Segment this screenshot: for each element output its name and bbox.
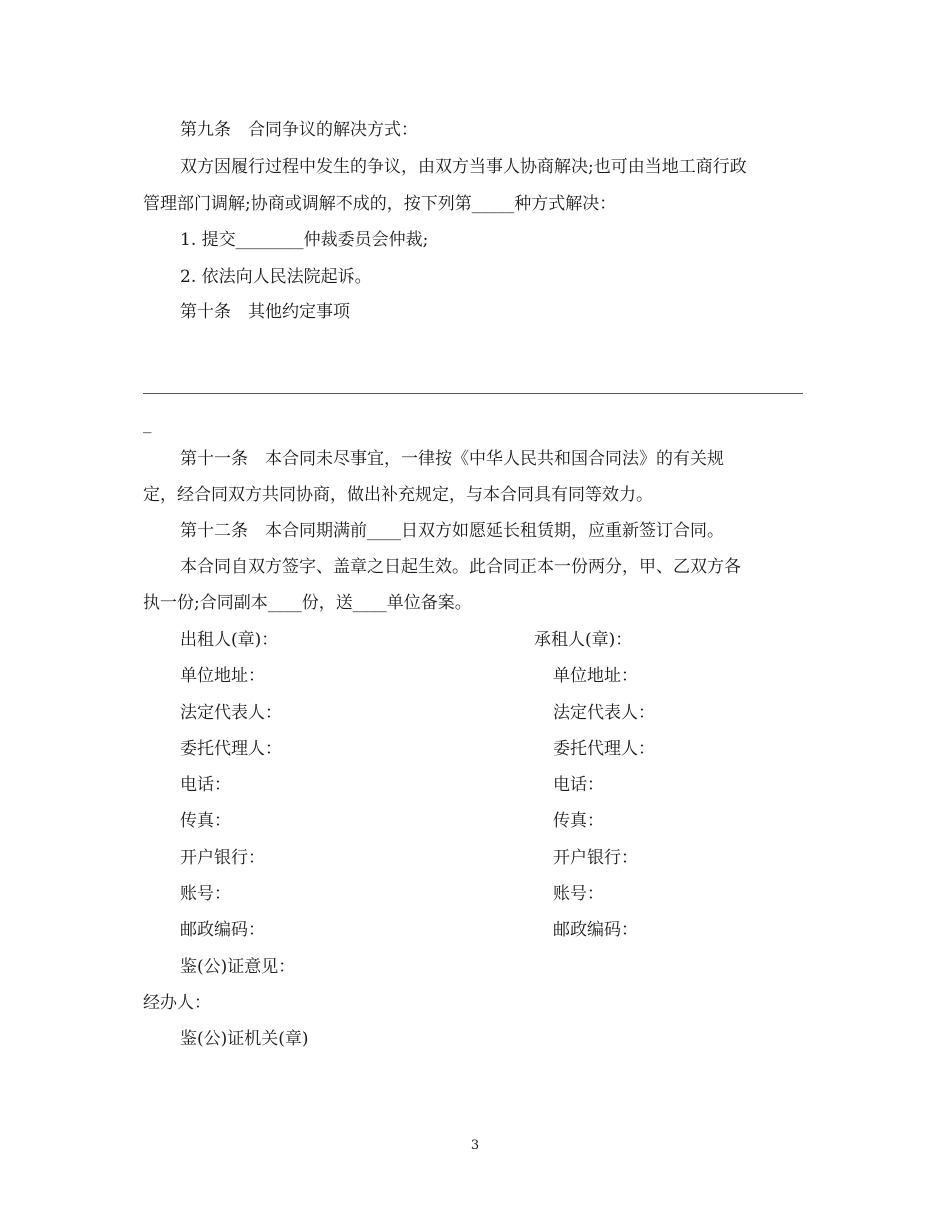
article9-paragraph-line1: 双方因履行过程中发生的争议，由双方当事人协商解决;也可由当地工商行政: [180, 157, 747, 177]
lessee-bank-label: 开户银行：: [553, 848, 638, 868]
lessee-postcode-label: 邮政编码：: [553, 920, 638, 940]
notary-opinion-label: 鉴(公)证意见：: [180, 957, 296, 977]
lessor-bank-label: 开户银行：: [180, 848, 265, 868]
article12-line1: 第十二条 本合同期满前____日双方如愿延长租赁期，应重新签订合同。: [180, 521, 724, 541]
notary-handler-label: 经办人：: [143, 993, 211, 1013]
notary-office-label: 鉴(公)证机关(章): [180, 1029, 309, 1049]
lessor-legal-rep-label: 法定代表人：: [180, 703, 282, 723]
lessee-address-label: 单位地址：: [553, 666, 638, 686]
lessor-address-label: 单位地址：: [180, 666, 265, 686]
blank-fill-line: [143, 393, 803, 394]
effect-clause-line2: 执一份;合同副本____份，送____单位备案。: [143, 593, 472, 613]
article9-option2: 2. 依法向人民法院起诉。: [180, 267, 372, 287]
blank-fill-tail: _: [143, 414, 152, 434]
lessee-legal-rep-label: 法定代表人：: [553, 703, 655, 723]
lessee-account-label: 账号：: [553, 884, 604, 904]
lessor-postcode-label: 邮政编码：: [180, 920, 265, 940]
lessee-phone-label: 电话：: [553, 775, 604, 795]
lessee-fax-label: 传真：: [553, 811, 604, 831]
article9-heading: 第九条 合同争议的解决方式：: [180, 120, 418, 140]
page-number: 3: [470, 1138, 480, 1153]
article11-line2: 定，经合同双方共同协商，做出补充规定，与本合同具有同等效力。: [143, 485, 653, 505]
lessor-agent-label: 委托代理人：: [180, 739, 282, 759]
lessor-fax-label: 传真：: [180, 811, 231, 831]
article9-option1: 1. 提交________仲裁委员会仲裁;: [180, 230, 429, 250]
effect-clause-line1: 本合同自双方签字、盖章之日起生效。此合同正本一份两分，甲、乙双方各: [180, 557, 741, 577]
lessee-seal-label: 承租人(章)：: [534, 630, 633, 650]
article11-line1: 第十一条 本合同未尽事宜，一律按《中华人民共和国合同法》的有关规: [180, 449, 724, 469]
lessee-agent-label: 委托代理人：: [553, 739, 655, 759]
article10-heading: 第十条 其他约定事项: [180, 302, 350, 322]
lessor-phone-label: 电话：: [180, 775, 231, 795]
lessor-account-label: 账号：: [180, 884, 231, 904]
lessor-seal-label: 出租人(章)：: [180, 630, 279, 650]
article9-paragraph-line2: 管理部门调解;协商或调解不成的，按下列第_____种方式解决：: [143, 194, 617, 214]
